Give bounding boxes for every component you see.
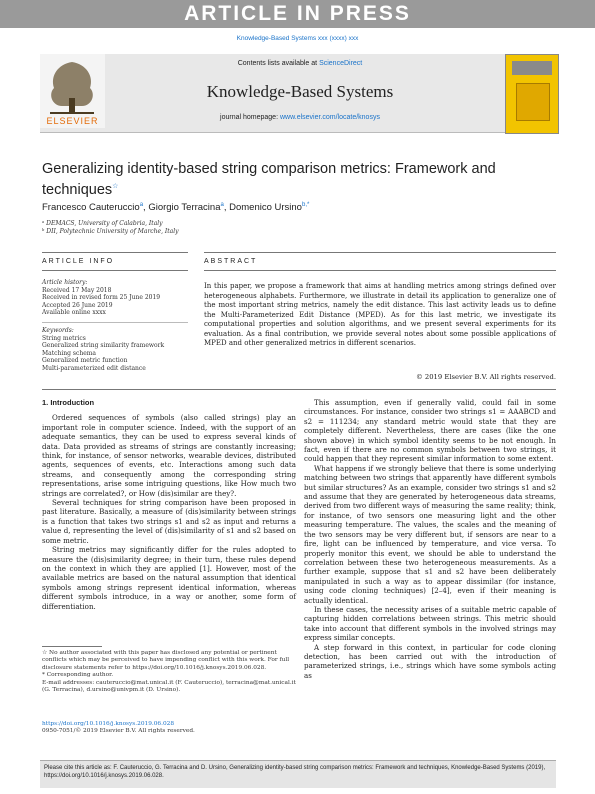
journal-title: Knowledge-Based Systems xyxy=(206,82,394,101)
footnote-corresponding: * Corresponding author. xyxy=(42,672,114,679)
paragraph: String metrics may significantly differ for the rules adopted to measure the (dis)similarity degree; in their turn, these rules depend on the context in which they are applied [1]. However, most of the available metrics are based on the natural assumption that identical symbols among strings represent identical information, whereas different symbols introduce, in a way or another, some form of differentiation. xyxy=(42,545,296,611)
affiliation-b: ᵇ DII, Polytechnic University of Marche, Italy xyxy=(42,228,179,235)
publisher-name: ELSEVIER xyxy=(46,116,99,126)
paragraph: A step forward in this context, in particular for code cloning detection, has been carried out with the introduction of parameterized strings, i.e., strings which have some symbols acting as xyxy=(304,642,556,680)
section-heading: 1. Introduction xyxy=(42,398,95,407)
keyword-item: Multi-parameterized edit distance xyxy=(42,364,146,372)
paragraph: This assumption, even if generally valid, could fail in some circumstances. For instance, consider two strings s1 = AAABCD and s2 = 111234; any standard metric would state that they are completely different. Nevertheless, there are cases (like the one shown above) in which symbol identity seems to be not enough. In fact, even if there are no common symbols between two strings, it could happen that they represent similar information to some extent. xyxy=(304,398,556,464)
title-footnote-mark[interactable]: ☆ xyxy=(112,183,119,190)
divider xyxy=(42,270,188,271)
journal-reference[interactable]: Knowledge-Based Systems xxx (xxxx) xxx xyxy=(236,35,359,42)
divider xyxy=(42,322,188,323)
author-name: Domenico Ursino xyxy=(229,202,302,214)
homepage-prefix: journal homepage: xyxy=(220,114,280,121)
intro-right-column xyxy=(304,398,556,680)
divider xyxy=(204,252,556,253)
footnote-emails: E-mail addresses: cauteruccio@mat.unical.it (F. Cauteruccio), terracina@mat.unical.it (G. Terracina), d.ursino@univpm.it (D. Ursino). xyxy=(42,679,296,694)
author-name: Francesco Cauteruccio xyxy=(42,202,140,214)
elsevier-logo xyxy=(40,54,105,128)
sciencedirect-link[interactable]: ScienceDirect xyxy=(319,60,363,67)
doi-link[interactable]: https://doi.org/10.1016/j.knosys.2019.06.028 xyxy=(42,721,175,727)
journal-cover-image xyxy=(505,54,559,134)
issn-line: 0950-7051/© 2019 Elsevier B.V. All rights reserved. xyxy=(42,728,195,735)
paper-title xyxy=(42,160,552,199)
footnote-star: ☆ No author associated with this paper has disclosed any potential or pertinent conflicts which may be perceived to have impending conflict with this work. For full disclosure statements refer to https://doi.org/10.1016/j.knosys.2019.06.028. xyxy=(42,650,290,671)
paragraph: What happens if we strongly believe that there is some underlying matching between two strings that apparently have different symbols but similar structures? As an example, consider two strings s1 and s2 and assume that they are generated by heterogeneous data streams, derived from two different ways of measuring the same reality; think, for instance, of two sensors one measuring light and the other measuring temperature. The values, the scales and the meaning of the two sensors may be very different but, if sensors are near to a fire, light can be influenced by temperature, and vice versa. To properly monitor this event, we should be able to understand the correlation between these two heterogeneous measurements. As a further example, suppose that s1 and s2 have been deliberately manipulated in such a way as to appear dissimilar (for instance, using code cloning techniques) [2–4], even if their meaning is actually identical. xyxy=(304,463,556,605)
article-in-press-banner: ARTICLE IN PRESS xyxy=(0,0,595,28)
keywords-label: Keywords: xyxy=(42,327,74,334)
footnote-divider xyxy=(42,646,102,647)
history-item: Accepted 26 June 2019 xyxy=(42,301,113,309)
affiliation-a: ᵃ DEMACS, University of Calabria, Italy xyxy=(42,220,163,227)
history-item: Received in revised form 25 June 2019 xyxy=(42,294,161,302)
author-affil-mark[interactable]: a xyxy=(220,202,224,208)
paragraph: Ordered sequences of symbols (also called strings) play an important role in computer science. Indeed, with the support of an adequate semantics, they can be used to express several kinds of data. Data provided as streams of strings are constantly increasing; think, for instance, of sensor networks, wearable devices, distributed agents, sequences of events, etc. Interactions among such data streams, and consequently among the corresponding string representations, arise some intriguing questions, like How much two strings are correlated?, or How (dis)similar are they?. xyxy=(42,413,296,498)
author-affil-mark[interactable]: a xyxy=(139,202,144,208)
article-info-heading: ARTICLE INFO xyxy=(42,258,115,265)
abstract-copyright: © 2019 Elsevier B.V. All rights reserved. xyxy=(415,373,556,381)
article-identifiers xyxy=(42,721,296,736)
author-list: Francesco Cauteruccio$^a$, Giorgio Terracina$^a$, Domenico Ursino$^{b,*}$ xyxy=(42,202,310,214)
intro-left-column xyxy=(42,398,296,611)
abstract-text: In this paper, we propose a framework that aims at handling metrics among strings defined over heterogeneous alphabets. Furthermore, we illustrate in detail its application to generalize one of the most important string metrics, namely the edit distance. This last activity leads us to define the Multi-Parameterized Edit Distance (MPED). As for this last metric, we investigate its computational properties and solution algorithms, and we present several experiments for its evaluation. As a final contribution, we provide several notes about some possible applications of MPED and other generalized metrics in different scenarios. xyxy=(204,282,556,347)
footnotes xyxy=(42,650,296,694)
divider xyxy=(42,389,556,390)
citation-box: Please cite this article as: F. Cauteruccio, G. Terracina and D. Ursino, Generalizing identity-based string comparison metrics: Framework and techniques, Knowledge-Based Systems (2019), https://doi.org/10.1016/j.knosys.2019.06.028. xyxy=(40,760,556,788)
author-name: Giorgio Terracina xyxy=(148,202,221,214)
contents-prefix: Contents lists available at xyxy=(237,60,320,67)
author-affil-mark[interactable]: b,* xyxy=(301,202,310,208)
paragraph: Several techniques for string comparison have been proposed in past literature. Basically, a measure of (dis)similarity between strings is a function that takes two strings s1 and s2 as input and returns a value d, representing the level of (dis)similarity of s1 and s2 based on some metric. xyxy=(42,498,296,545)
paragraph: In these cases, the necessity arises of a suitable metric capable of capturing hidden correlations between strings. This metric should take into account that different symbols in the involved strings may express similar concepts. xyxy=(304,604,556,643)
journal-homepage xyxy=(110,114,490,121)
homepage-link[interactable]: www.elsevier.com/locate/knosys xyxy=(279,114,380,121)
history-label: Article history: xyxy=(42,279,88,286)
keyword-item: Generalized string similarity framework xyxy=(42,342,165,350)
divider xyxy=(204,270,556,271)
keywords xyxy=(42,327,192,373)
abstract-heading: ABSTRACT xyxy=(204,258,258,265)
history-item: Available online xxxx xyxy=(42,309,106,317)
keyword-item: Matching schema xyxy=(42,349,97,357)
history-item: Received 17 May 2018 xyxy=(42,286,112,294)
paper-title-text: Generalizing identity-based string comparison metrics: Framework and techniques xyxy=(42,161,496,198)
keyword-item: Generalized metric function xyxy=(42,357,128,365)
keyword-item: String metrics xyxy=(42,334,86,342)
article-history xyxy=(42,279,192,317)
contents-line xyxy=(110,60,490,67)
divider xyxy=(42,252,188,253)
